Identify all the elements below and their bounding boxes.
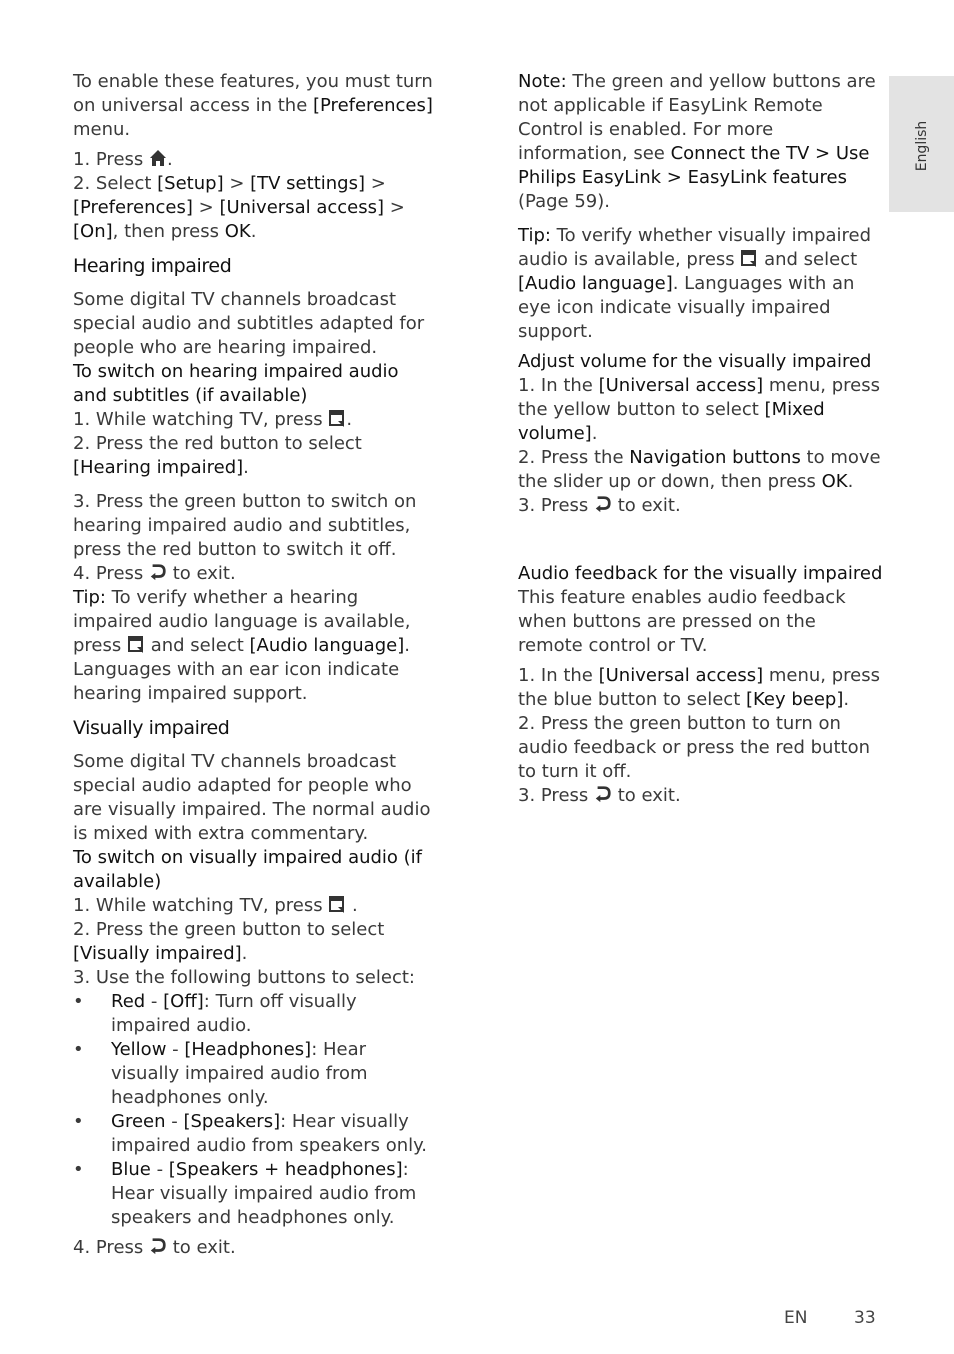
language-label: English [913,120,930,172]
intro-text: To enable these features, you must turn on universal access in the [Preferences] menu. [73,71,433,140]
options-icon [328,895,346,913]
feedback-step-2: 2. Press the green button to turn on audio feedback or press the red button to turn it off. [518,713,870,782]
hearing-step-3: 3. Press the green button to switch on hearing impaired audio and subtitles, press the red button to switch it off. [73,491,417,560]
feedback-description: This feature enables audio feedback when buttons are pressed on the remote control or TV. [518,587,846,656]
visual-subheading: To switch on visually impaired audio (if available) [73,847,423,892]
right-column [518,70,883,808]
visual-step-1: 1. While watching TV, press . [73,895,358,916]
hearing-step-2: 2. Press the red button to select [Hearing impaired]. [73,433,362,478]
options-icon [740,249,758,267]
visual-heading: Visually impaired [73,717,230,739]
tip-paragraph: Tip: To verify whether visually impaired audio is available, press and select [Audio language]. Languages with an eye icon indicate visually impaired support. [518,225,872,342]
intro-step-1: 1. Press . [73,149,173,170]
list-item: • Yellow - [Headphones]: Hear visually impaired audio from headphones only. [73,1039,368,1108]
volume-step-1: 1. In the [Universal access] menu, press the yellow button to select [Mixed volume]. [518,375,881,444]
options-icon [127,635,145,653]
back-icon [594,785,612,803]
list-item: • Green - [Speakers]: Hear visually impaired audio from speakers only. [73,1111,427,1156]
note-paragraph: Note: The green and yellow buttons are not applicable if EasyLink Remote Control is enabled. For more information, see Connect the TV > Use Philips EasyLink > EasyLink features (Page 59). [518,71,876,212]
hearing-step-4: 4. Press to exit. [73,563,236,584]
visual-step-2: 2. Press the green button to select [Visually impaired]. [73,919,385,964]
visual-options-list [73,990,433,1230]
easylink-reference: Connect the TV > Use Philips EasyLink > EasyLink features [518,143,870,188]
feedback-step-1: 1. In the [Universal access] menu, press the blue button to select [Key beep]. [518,665,881,710]
hearing-tip: Tip: To verify whether a hearing impaired audio language is available, press and select [Audio language]. Languages with an ear icon indicate hearing impaired support. [73,587,411,704]
hearing-heading: Hearing impaired [73,255,232,277]
volume-heading: Adjust volume for the visually impaired [518,351,872,372]
feedback-step-3: 3. Press to exit. [518,785,681,806]
hearing-subheading: To switch on hearing impaired audio and subtitles (if available) [73,361,399,406]
home-icon [149,149,167,167]
hearing-description: Some digital TV channels broadcast special audio and subtitles adapted for people who are hearing impaired. [73,289,425,358]
language-tab [889,76,954,212]
visual-description: Some digital TV channels broadcast special audio adapted for people who are visually impaired. The normal audio is mixed with extra commentary. [73,751,431,844]
volume-step-2: 2. Press the Navigation buttons to move the slider up or down, then press OK. [518,447,881,492]
volume-step-3: 3. Press to exit. [518,495,681,516]
list-item: • Red - [Off]: Turn off visually impaired audio. [73,991,357,1036]
intro-step-2: 2. Select [Setup] > [TV settings] > [Preferences] > [Universal access] > [On], then press OK. [73,173,405,242]
back-icon [149,563,167,581]
hearing-step-1: 1. While watching TV, press . [73,409,353,430]
back-icon [149,1237,167,1255]
intro-section [73,70,433,244]
options-icon [328,409,346,427]
list-item: • Blue - [Speakers + headphones]: Hear visually impaired audio from speakers and headphones only. [73,1159,417,1228]
footer-language: EN [784,1308,808,1328]
visual-step-3: 3. Use the following buttons to select: [73,967,415,988]
feedback-heading: Audio feedback for the visually impaired [518,563,883,584]
back-icon [594,495,612,513]
page-number: 33 [854,1308,876,1328]
visual-step-4: 4. Press to exit. [73,1237,236,1258]
left-column [73,70,433,1260]
